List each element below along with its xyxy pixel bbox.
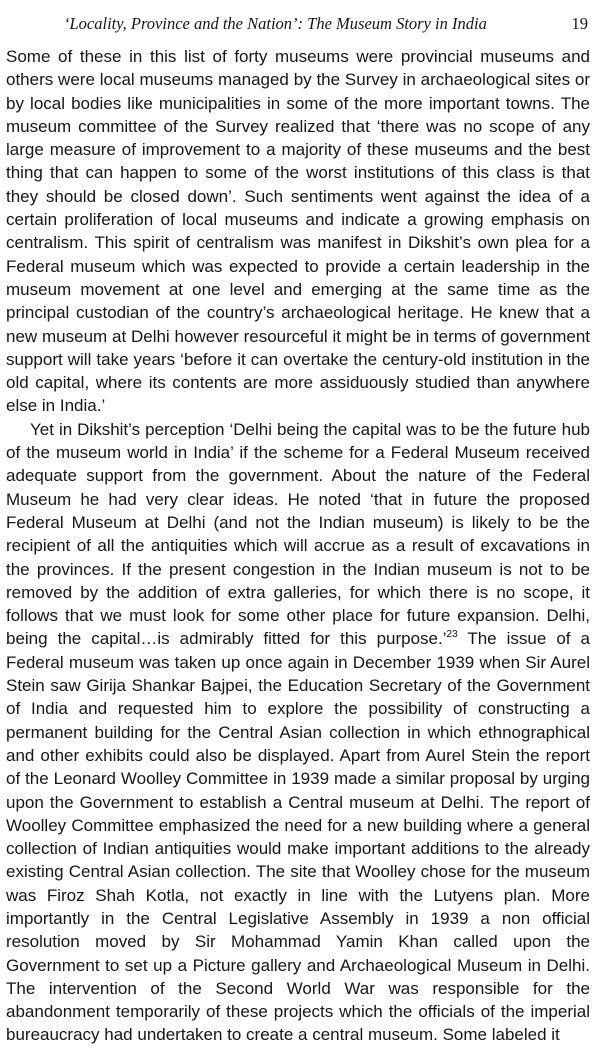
paragraph-2-text-after-note: The issue of a Federal museum was taken up once again in December 1939 when Sir Aurel Stein saw Girija Shankar Bajpei, the Education Secretary of the Government of India and requested him to explore the possibility of constructing a permanent building for the Central Asian collection in which ethnographical and other exhibits could also be displayed. Apart from Aurel Stein the report of the Leonard Woolley Committee in 1939 made a similar proposal by urging upon the Government to establish a Central museum at Delhi. The report of Woolley Committee emphasized the need for a new building where a general collection of Indian antiquities would make important additions to the already existing Central Asian collection. The site that Woolley chose for the museum was Firoz Shah Kotla, not exactly in line with the Lutyens plan. More importantly in the Central Legislative Assembly in 1939 a non official resolution moved by Sir Mohammad Yamin Khan called upon the Government to set up a Picture gallery and Archaeological Museum in Delhi. The intervention of the Second World War was responsible for the abandonment temporarily of these projects which the officials of the imperial bureaucracy had undertaken to create a central museum. Some labeled it bbox=[6, 629, 590, 1045]
body-text bbox=[6, 45, 590, 1047]
running-header bbox=[0, 14, 600, 38]
page-number: 19 bbox=[571, 14, 588, 33]
running-title: ‘Locality, Province and the Nation’: The Museum Story in India bbox=[64, 14, 487, 33]
paragraph-1: Some of these in this list of forty museums were provincial museums and others were local museums managed by the Survey in archaeological sites or by local bodies like municipalities in some of the more important towns. The museum committee of the Survey realized that ‘there was no scope of any large measure of improvement to a majority of these museums and the best thing that can happen to some of the worst institutions of this class is that they should be closed down’. Such sentiments went against the idea of a certain proliferation of local museums and indicate a growing emphasis on centralism. This spirit of centralism was manifest in Dikshit’s own plea for a Federal museum which was expected to provide a certain leadership in the museum movement at one level and emerging at the same time as the principal custodian of the country’s archaeological heritage. He knew that a new museum at Delhi however resourceful it might be in terms of government support will take years ‘before it can overtake the century-old institution in the old capital, where its contents are more assiduously studied than anywhere else in India.’ bbox=[6, 47, 590, 416]
paragraph-2-text-before-note: Yet in Dikshit’s perception ‘Delhi being the capital was to be the future hub of the museum world in India’ if the scheme for a Federal Museum received adequate support from the government. About the nature of the Federal Museum he had very clear ideas. He noted ‘that in future the proposed Federal Museum at Delhi (and not the Indian museum) is likely to be the recipient of all the antiquities which will accrue as a result of excavations in the provinces. If the present congestion in the Indian museum is not to be removed by the addition of extra galleries, for which there is no scope, it follows that we must look for some other place for future expansion. Delhi, being the capital…is admirably fitted for this purpose.’ bbox=[6, 419, 590, 649]
footnote-marker: 23 bbox=[446, 629, 458, 641]
paragraph-2 bbox=[6, 418, 590, 1047]
